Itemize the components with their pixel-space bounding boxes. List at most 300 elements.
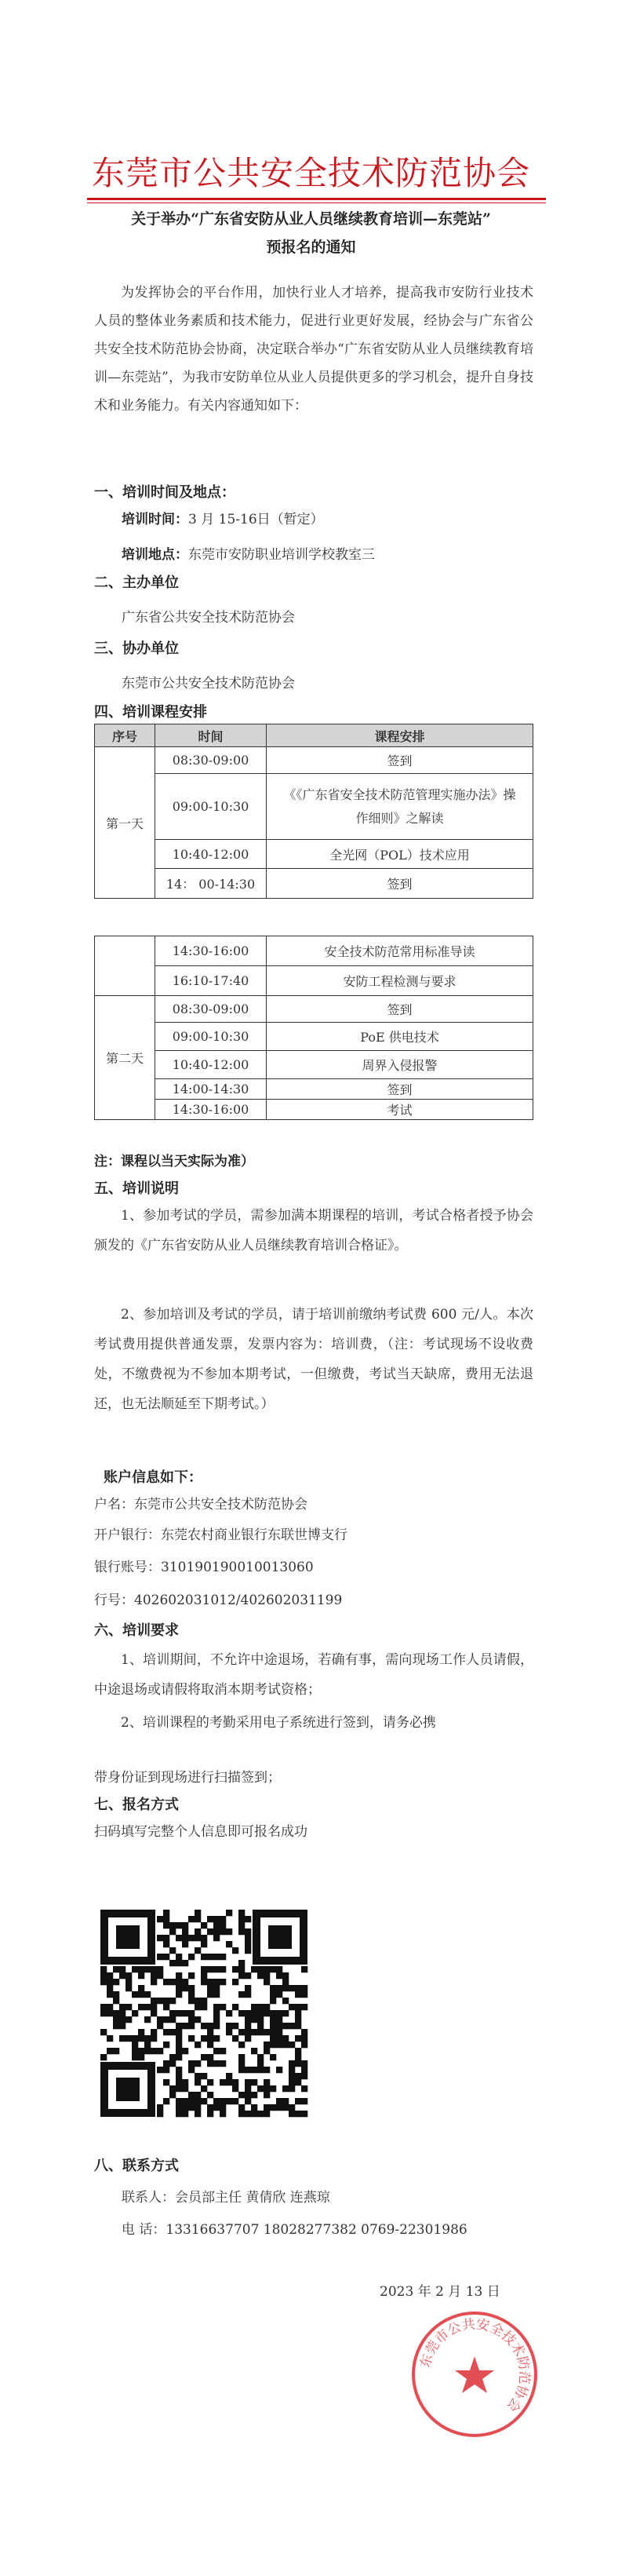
qr-module (232, 2004, 238, 2010)
qr-module (207, 2023, 213, 2029)
qr-module (169, 2060, 176, 2067)
qr-module (270, 2041, 276, 2048)
qr-module (195, 1947, 201, 1954)
qr-module (257, 2067, 264, 2073)
qr-module (201, 1972, 207, 1979)
qr-module (169, 2010, 176, 2016)
qr-module (295, 2023, 301, 2029)
qr-module (207, 1916, 213, 1922)
qr-module (169, 1960, 176, 1966)
qr-module (207, 1985, 213, 1991)
qr-module (201, 1922, 207, 1928)
qr-module (107, 2048, 113, 2054)
qr-module (119, 1966, 125, 1972)
qr-module (201, 1966, 207, 1972)
qr-module (276, 2035, 282, 2041)
qr-module (182, 2010, 188, 2016)
qr-module (238, 2067, 245, 2073)
qr-module (201, 2098, 207, 2104)
qr-module (144, 2041, 151, 2048)
qr-module (220, 2004, 226, 2010)
qr-module (213, 1916, 220, 1922)
qr-module (264, 2092, 270, 2098)
qr-module (289, 2023, 295, 2029)
qr-module (220, 2060, 226, 2067)
qr-module (169, 1928, 176, 1935)
qr-module (213, 1928, 220, 1935)
qr-module (295, 1991, 301, 1998)
qr-module (188, 2092, 195, 2098)
qr-module (213, 1991, 220, 1998)
qr-module (100, 2004, 107, 2010)
qr-module (301, 1985, 307, 1991)
qr-module (245, 2085, 251, 2092)
col-header-course: 课程安排 (267, 724, 533, 747)
qr-module (245, 1941, 251, 1947)
table-row (95, 1079, 533, 1100)
qr-module (226, 2010, 232, 2016)
qr-module (276, 2029, 282, 2035)
qr-module (264, 1966, 270, 1972)
qr-module (132, 2048, 138, 2054)
qr-module (188, 2067, 195, 2073)
qr-module (176, 2098, 182, 2104)
qr-module (232, 2098, 238, 2104)
qr-module (220, 1916, 226, 1922)
qr-module (207, 1954, 213, 1960)
qr-module (245, 2079, 251, 2085)
qr-module (245, 1991, 251, 1998)
org-title: 东莞市公共安全技术防范协会 (91, 154, 530, 192)
col-header-no: 序号 (95, 724, 155, 747)
qr-module (151, 2004, 157, 2010)
qr-module (207, 1991, 213, 1998)
qr-module (132, 2035, 138, 2041)
qr-module (176, 1954, 182, 1960)
registration-method: 扫码填写完整个人信息即可报名成功 (94, 1824, 307, 1840)
qr-module (157, 2023, 163, 2029)
qr-module (195, 1935, 201, 1941)
qr-module (163, 2067, 169, 2073)
course-cell: 签到 (267, 747, 533, 774)
qr-module (257, 2010, 264, 2016)
qr-module (245, 1935, 251, 1941)
qr-module (195, 2004, 201, 2010)
qr-module (119, 2010, 125, 2016)
qr-module (144, 1991, 151, 1998)
course-cell: 考试 (267, 1100, 533, 1120)
qr-module (289, 2067, 295, 2073)
qr-module (195, 2079, 201, 2085)
qr-module (301, 2060, 307, 2067)
qr-module (232, 1966, 238, 1972)
qr-module (226, 1910, 232, 1916)
registration-qr-code[interactable] (94, 1903, 314, 2123)
qr-module (182, 2048, 188, 2054)
qr-module (132, 1991, 138, 1998)
section-5-heading: 五、培训说明 (94, 1180, 179, 1197)
qr-module (207, 2035, 213, 2041)
qr-module (251, 2092, 257, 2098)
qr-module (257, 2054, 264, 2060)
qr-module (238, 1991, 245, 1998)
qr-module (245, 2029, 251, 2035)
qr-module (226, 2073, 232, 2079)
qr-module (138, 2048, 144, 2054)
qr-module (125, 1972, 132, 1979)
qr-module (163, 1916, 169, 1922)
qr-module (151, 2010, 157, 2016)
seal-text: 东莞市公共安全技术防范协会 (417, 2316, 533, 2415)
schedule-note: 注：课程以当天实际为准） (94, 1154, 254, 1169)
qr-module (282, 1972, 289, 1979)
day-label: 第一天 (95, 747, 155, 899)
qr-module (207, 2060, 213, 2067)
qr-module (282, 1985, 289, 1991)
qr-module (276, 2098, 282, 2104)
qr-module (213, 2048, 220, 2054)
qr-module (270, 1985, 276, 1991)
qr-module (289, 2041, 295, 2048)
qr-module (226, 2023, 232, 2029)
qr-module (207, 1928, 213, 1935)
qr-module (188, 1998, 195, 2004)
qr-module (289, 2079, 295, 2085)
qr-module (245, 2111, 251, 2117)
qr-module (264, 1979, 270, 1985)
qr-module (176, 2079, 182, 2085)
qr-module (270, 2010, 276, 2016)
course-cell: 《《广东省安全技术防范管理实施办法》操作细则》之解读 (267, 774, 533, 840)
qr-module (264, 2029, 270, 2035)
time-cell: 10:40-12:00 (155, 1051, 267, 1079)
qr-module (245, 2092, 251, 2098)
qr-module (276, 1972, 282, 1979)
qr-module (163, 2004, 169, 2010)
section-7-heading: 七、报名方式 (94, 1797, 179, 1813)
qr-module (220, 2048, 226, 2054)
qr-module (169, 2016, 176, 2023)
qr-module (169, 1998, 176, 2004)
course-cell: 安全技术防范常用标准导读 (267, 936, 533, 966)
qr-module (201, 2085, 207, 2092)
qr-module (188, 2023, 195, 2029)
star-icon (455, 2356, 494, 2393)
qr-module (245, 1972, 251, 1979)
intro-paragraph: 为发挥协会的平台作用，加快行业人才培养，提高我市安防行业技术人员的整体业务素质和技术能力，促进行业更好发展，经协会与广东省公共安全技术防范协会协商，决定联合举办“广东省安防从业人员继续教育培训—东莞站”，为我市安防单位从业人员提供更多的学习机会，提升自身技术和业务能力。有关内容通知如下： (94, 285, 533, 414)
qr-module (270, 2104, 276, 2111)
qr-module (220, 2104, 226, 2111)
qr-module (176, 1922, 182, 1928)
qr-module (257, 1972, 264, 1979)
table-row (95, 1051, 533, 1079)
title-rule (87, 198, 546, 200)
qr-module (182, 1941, 188, 1947)
qr-module (213, 2023, 220, 2029)
qr-module (188, 1972, 195, 1979)
qr-module (195, 2104, 201, 2111)
qr-module (289, 2111, 295, 2117)
qr-module (257, 2029, 264, 2035)
qr-module (176, 1985, 182, 1991)
qr-module (264, 2067, 270, 2073)
qr-module (182, 1935, 188, 1941)
qr-module (245, 2067, 251, 2073)
qr-module (295, 2010, 301, 2016)
qr-module (220, 2098, 226, 2104)
qr-module (100, 2010, 107, 2016)
qr-module (195, 2073, 201, 2079)
qr-module (295, 2048, 301, 2054)
qr-module (213, 2104, 220, 2111)
contact-phone: 电 话：13316637707 18028277382 0769-22301986 (122, 2222, 467, 2238)
qr-module (107, 1972, 113, 1979)
time-cell: 14:30-16:00 (155, 1100, 267, 1120)
qr-module (176, 2048, 182, 2054)
time-cell: 09:00-10:30 (155, 1023, 267, 1051)
qr-module (251, 2010, 257, 2016)
qr-module (220, 1954, 226, 1960)
qr-module (163, 1979, 169, 1985)
col-header-time: 时间 (155, 724, 267, 747)
qr-module (270, 1966, 276, 1972)
qr-module (257, 2023, 264, 2029)
contact-person: 联系人：会员部主任 黄倩欣 连燕琼 (122, 2190, 330, 2206)
time-cell: 14： 00-14:30 (155, 869, 267, 899)
qr-module (195, 2098, 201, 2104)
time-cell: 14:30-16:00 (155, 936, 267, 966)
qr-module (201, 1941, 207, 1947)
qr-module (188, 1935, 195, 1941)
qr-module (301, 2111, 307, 2117)
organization-seal (408, 2308, 541, 2441)
qr-module (195, 1998, 201, 2004)
qr-module (282, 2104, 289, 2111)
qr-module (264, 2104, 270, 2111)
qr-module (220, 2111, 226, 2117)
qr-module (125, 1979, 132, 1985)
qr-module (176, 1935, 182, 1941)
section-4-heading: 四、培训课程安排 (94, 704, 207, 721)
qr-module (251, 2079, 257, 2085)
qr-module (119, 2004, 125, 2010)
qr-module (264, 1972, 270, 1979)
qr-module (245, 1928, 251, 1935)
qr-module (301, 2029, 307, 2035)
qr-module (207, 2054, 213, 2060)
qr-module (276, 1985, 282, 1991)
qr-module (226, 2098, 232, 2104)
qr-module (282, 2098, 289, 2104)
time-cell: 16:10-17:40 (155, 966, 267, 996)
qr-module (213, 1954, 220, 1960)
time-cell: 08:30-09:00 (155, 996, 267, 1023)
qr-module (238, 2104, 245, 2111)
qr-module (245, 2023, 251, 2029)
qr-module (264, 2041, 270, 2048)
qr-module (213, 1922, 220, 1928)
qr-module (282, 2041, 289, 2048)
qr-module (257, 2004, 264, 2010)
section-8-heading: 八、联系方式 (94, 2158, 179, 2174)
qr-module (138, 2029, 144, 2035)
qr-module (270, 2016, 276, 2023)
qr-module (100, 2054, 107, 2060)
qr-module (151, 2029, 157, 2035)
qr-module (251, 2016, 257, 2023)
qr-module (144, 2004, 151, 2010)
qr-module (113, 1979, 119, 1985)
qr-module (238, 2054, 245, 2060)
qr-module (188, 2060, 195, 2067)
qr-module (282, 2035, 289, 2041)
qr-module (201, 2035, 207, 2041)
qr-module (182, 2023, 188, 2029)
training-time: 培训时间：3 月 15-16日（暂定） (122, 512, 324, 527)
qr-module (163, 2098, 169, 2104)
qr-module (251, 2029, 257, 2035)
qr-module (113, 1991, 119, 1998)
qr-module (238, 1928, 245, 1935)
qr-module (207, 1966, 213, 1972)
qr-module (295, 2035, 301, 2041)
course-cell: 全光网（POL）技术应用 (267, 840, 533, 869)
time-cell: 10:40-12:00 (155, 840, 267, 869)
qr-module (132, 2041, 138, 2048)
qr-module (232, 2035, 238, 2041)
qr-module (289, 2004, 295, 2010)
qr-module (282, 2010, 289, 2016)
qr-module (238, 2041, 245, 2048)
qr-module (144, 1966, 151, 1972)
qr-module (295, 2060, 301, 2067)
qr-module (213, 2060, 220, 2067)
qr-module (270, 2035, 276, 2041)
qr-module (276, 2010, 282, 2016)
qr-module (182, 1922, 188, 1928)
qr-module (238, 1916, 245, 1922)
qr-module (232, 2023, 238, 2029)
qr-module (195, 1916, 201, 1922)
qr-module (182, 1979, 188, 1985)
qr-module (276, 2067, 282, 2073)
qr-module (264, 2085, 270, 2092)
table-row (95, 869, 533, 899)
qr-module (251, 1966, 257, 1972)
qr-module (100, 1979, 107, 1985)
qr-module (245, 2010, 251, 2016)
bank-name: 开户银行：东莞农村商业银行东联世博支行 (94, 1527, 347, 1543)
qr-module (176, 2023, 182, 2029)
empty-cell (95, 936, 155, 996)
qr-module (238, 1966, 245, 1972)
qr-module (169, 1979, 176, 1985)
notice-title-line1: 关于举办“广东省安防从业人员继续教育培训—东莞站” (131, 210, 491, 228)
course-cell: 签到 (267, 996, 533, 1023)
qr-module (182, 2111, 188, 2117)
qr-module (245, 1947, 251, 1954)
qr-module (213, 1979, 220, 1985)
qr-module (295, 2079, 301, 2085)
qr-module (151, 2048, 157, 2054)
qr-module (301, 2004, 307, 2010)
course-cell: 周界入侵报警 (267, 1051, 533, 1079)
qr-module (125, 2035, 132, 2041)
qr-module (151, 1972, 157, 1979)
qr-module (232, 1979, 238, 1985)
qr-module (238, 1960, 245, 1966)
qr-module (289, 2060, 295, 2067)
qr-module (169, 2029, 176, 2035)
qr-module (107, 2035, 113, 2041)
qr-module (270, 2085, 276, 2092)
qr-module (276, 2023, 282, 2029)
qr-module (213, 1966, 220, 1972)
qr-module (157, 1954, 163, 1960)
qr-module (289, 2104, 295, 2111)
qr-module (207, 1979, 213, 1985)
qr-module (176, 2054, 182, 2060)
qr-module (113, 2016, 119, 2023)
qr-module (289, 1985, 295, 1991)
account-name: 户名：东莞市公共安全技术防范协会 (94, 1497, 307, 1512)
day-label: 第二天 (95, 996, 155, 1120)
qr-module (119, 2023, 125, 2029)
qr-module (201, 2004, 207, 2010)
qr-module (195, 2016, 201, 2023)
qr-module (182, 1985, 188, 1991)
qr-module (182, 1960, 188, 1966)
section-2-heading: 二、主办单位 (94, 575, 179, 591)
table-row (95, 936, 533, 966)
qr-module (270, 2029, 276, 2035)
qr-module (289, 2073, 295, 2079)
qr-module (163, 1922, 169, 1928)
qr-module (264, 2079, 270, 2085)
qr-module (113, 1966, 119, 1972)
course-cell: 签到 (267, 1079, 533, 1100)
qr-module (226, 1941, 232, 1947)
time-cell: 09:00-10:30 (155, 774, 267, 840)
qr-module (188, 2016, 195, 2023)
qr-module (220, 1922, 226, 1928)
qr-module (138, 1991, 144, 1998)
qr-module (201, 1954, 207, 1960)
table-row (95, 996, 533, 1023)
qr-module (188, 1985, 195, 1991)
qr-module (157, 1966, 163, 1972)
qr-module (138, 1985, 144, 1991)
qr-module (276, 1966, 282, 1972)
qr-module (176, 2029, 182, 2035)
qr-module (220, 2079, 226, 2085)
qr-module (157, 2016, 163, 2023)
qr-module (264, 2004, 270, 2010)
qr-module (295, 2016, 301, 2023)
qr-module (201, 2073, 207, 2079)
qr-module (107, 1991, 113, 1998)
qr-module (295, 2098, 301, 2104)
s6-paragraph-1: 1、培训期间，不允许中途退场，若确有事，需向现场工作人员请假，中途退场或请假将取消本期考试资格； (94, 1652, 533, 1698)
qr-module (257, 2111, 264, 2117)
qr-module (301, 2073, 307, 2079)
qr-module (295, 1985, 301, 1991)
qr-module (195, 1910, 201, 1916)
qr-module (282, 2085, 289, 2092)
qr-module (163, 2029, 169, 2035)
qr-module (213, 2035, 220, 2041)
qr-module (188, 2104, 195, 2111)
